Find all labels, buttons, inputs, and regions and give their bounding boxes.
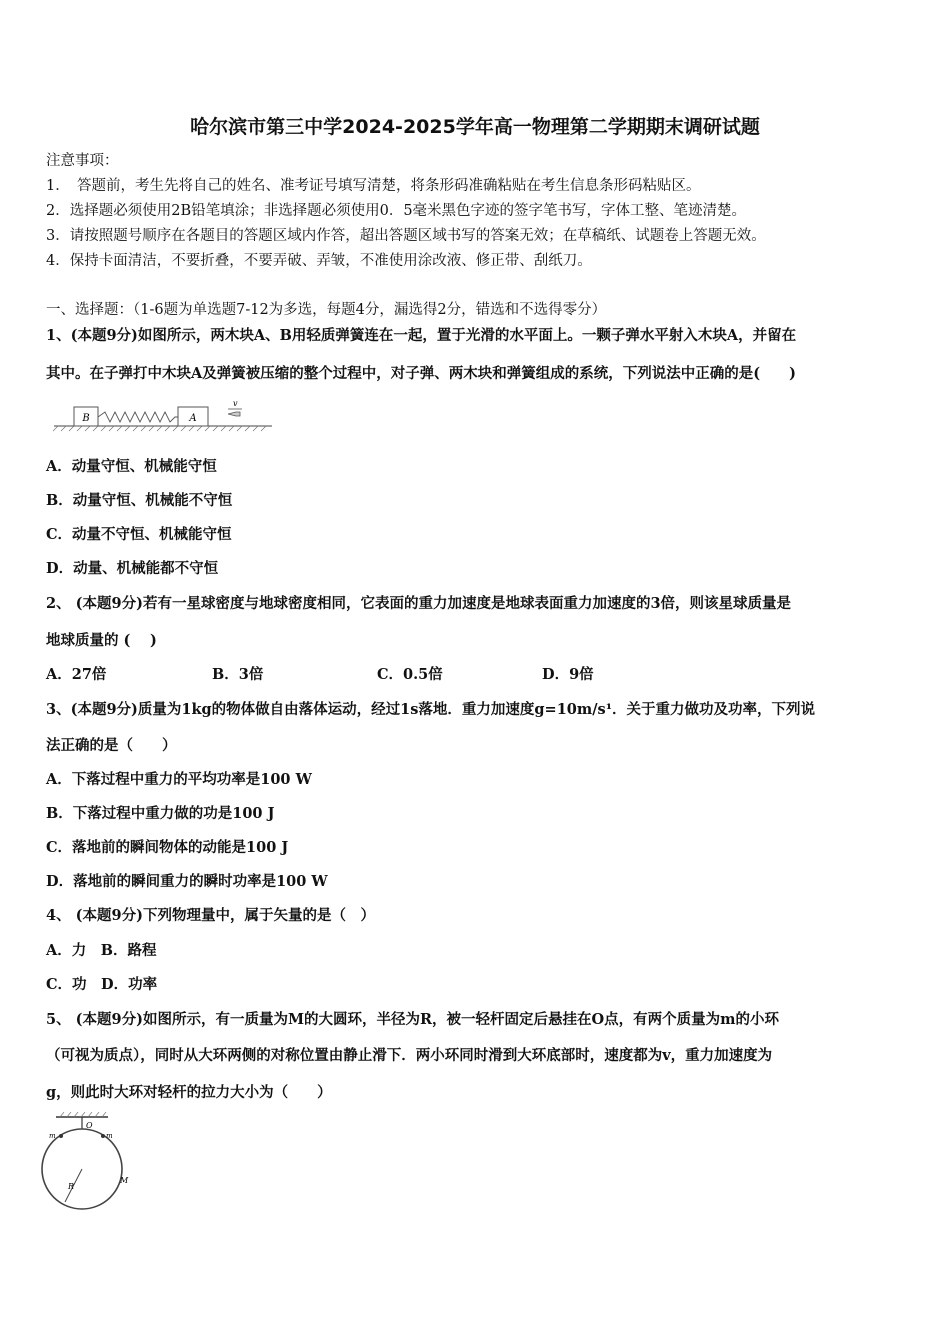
option: C．动量不守恒、机械能守恒 [46, 526, 232, 543]
question-4-text: 4、 (本题9分)下列物理量中，属于矢量的是（ ） [46, 907, 375, 924]
option: D．落地前的瞬间重力的瞬时功率是100 W [46, 873, 328, 890]
option: C．功 D．功率 [46, 976, 158, 993]
option: D．动量、机械能都不守恒 [46, 560, 219, 577]
question-5-text: 5、 (本题9分)如图所示，有一质量为M的大圆环，半径为R，被一轻杆固定后悬挂在O点，有两个质量为m的小环 [46, 1011, 780, 1028]
option: C．落地前的瞬间物体的动能是100 J [46, 839, 289, 856]
small-ring-left-label: m [49, 1132, 56, 1140]
question-3-text: 法正确的是（ ） [46, 737, 177, 754]
option: A．下落过程中重力的平均功率是100 W [46, 771, 312, 788]
question-1-text: 其中。在子弹打中木块A及弹簧被压缩的整个过程中，对子弹、两木块和弹簧组成的系统，下列说法中正确的是( ) [46, 365, 796, 382]
option: B．3倍 [212, 666, 264, 683]
option: A．力 B．路程 [46, 942, 157, 959]
notice-item: 4．保持卡面清洁，不要折叠，不要弄破、弄皱，不准使用涂改液、修正带、刮纸刀。 [46, 253, 592, 269]
spring-blocks-figure [50, 398, 276, 432]
option: A．27倍 [46, 666, 107, 683]
point-o-label: O [86, 1121, 93, 1130]
question-2-text: 地球质量的 ( ) [46, 632, 157, 649]
option: A．动量守恒、机械能守恒 [46, 458, 217, 475]
question-5-text: g，则此时大环对轻杆的拉力大小为（ ） [46, 1084, 332, 1101]
notice-item: 1． 答题前，考生先将自己的姓名、准考证号填写清楚，将条形码准确粘贴在考生信息条形码粘贴区。 [46, 178, 701, 194]
small-ring-right [101, 1134, 105, 1138]
bullet [228, 412, 240, 416]
notice-item: 2．选择题必须使用2B铅笔填涂；非选择题必须使用0．5毫米黑色字迹的签字笔书写，字体工整、笔迹清楚。 [46, 203, 747, 219]
option: C．0.5倍 [377, 666, 443, 683]
question-1-text: 1、(本题9分)如图所示，两木块A、B用轻质弹簧连在一起，置于光滑的水平面上。一颗子弹水平射入木块A，并留在 [46, 327, 797, 344]
option: B．动量守恒、机械能不守恒 [46, 492, 233, 509]
option: B．下落过程中重力做的功是100 J [46, 805, 275, 822]
notice-item: 3．请按照题号顺序在各题目的答题区域内作答，超出答题区域书写的答案无效；在草稿纸、试题卷上答题无效。 [46, 228, 766, 244]
mass-label: M [120, 1176, 129, 1185]
block-a-label: A [189, 413, 197, 424]
notice-heading: 注意事项： [46, 153, 119, 169]
section-heading: 一、选择题：（1-6题为单选题7-12为多选，每题4分，漏选得2分，错选和不选得零分） [46, 302, 607, 318]
page-title: 哈尔滨市第三中学2024-2025学年高一物理第二学期期末调研试题 [190, 116, 760, 138]
radius-label: R [68, 1182, 75, 1191]
block-b-label: B [82, 413, 90, 424]
small-ring-left [59, 1134, 63, 1138]
spring [98, 412, 178, 422]
ring-figure [40, 1112, 135, 1214]
question-3-text: 3、(本题9分)质量为1kg的物体做自由落体运动，经过1s落地．重力加速度g=10m/s¹．关于重力做功及功率，下列说 [46, 701, 816, 718]
velocity-label: v [233, 399, 238, 408]
option: D．9倍 [542, 666, 594, 683]
small-ring-right-label: m [106, 1132, 113, 1140]
question-2-text: 2、 (本题9分)若有一星球密度与地球密度相同，它表面的重力加速度是地球表面重力加速度的3倍，则该星球质量是 [46, 595, 792, 612]
question-5-text: （可视为质点），同时从大环两侧的对称位置由静止滑下．两小环同时滑到大环底部时，速度都为v，重力加速度为 [46, 1047, 773, 1064]
